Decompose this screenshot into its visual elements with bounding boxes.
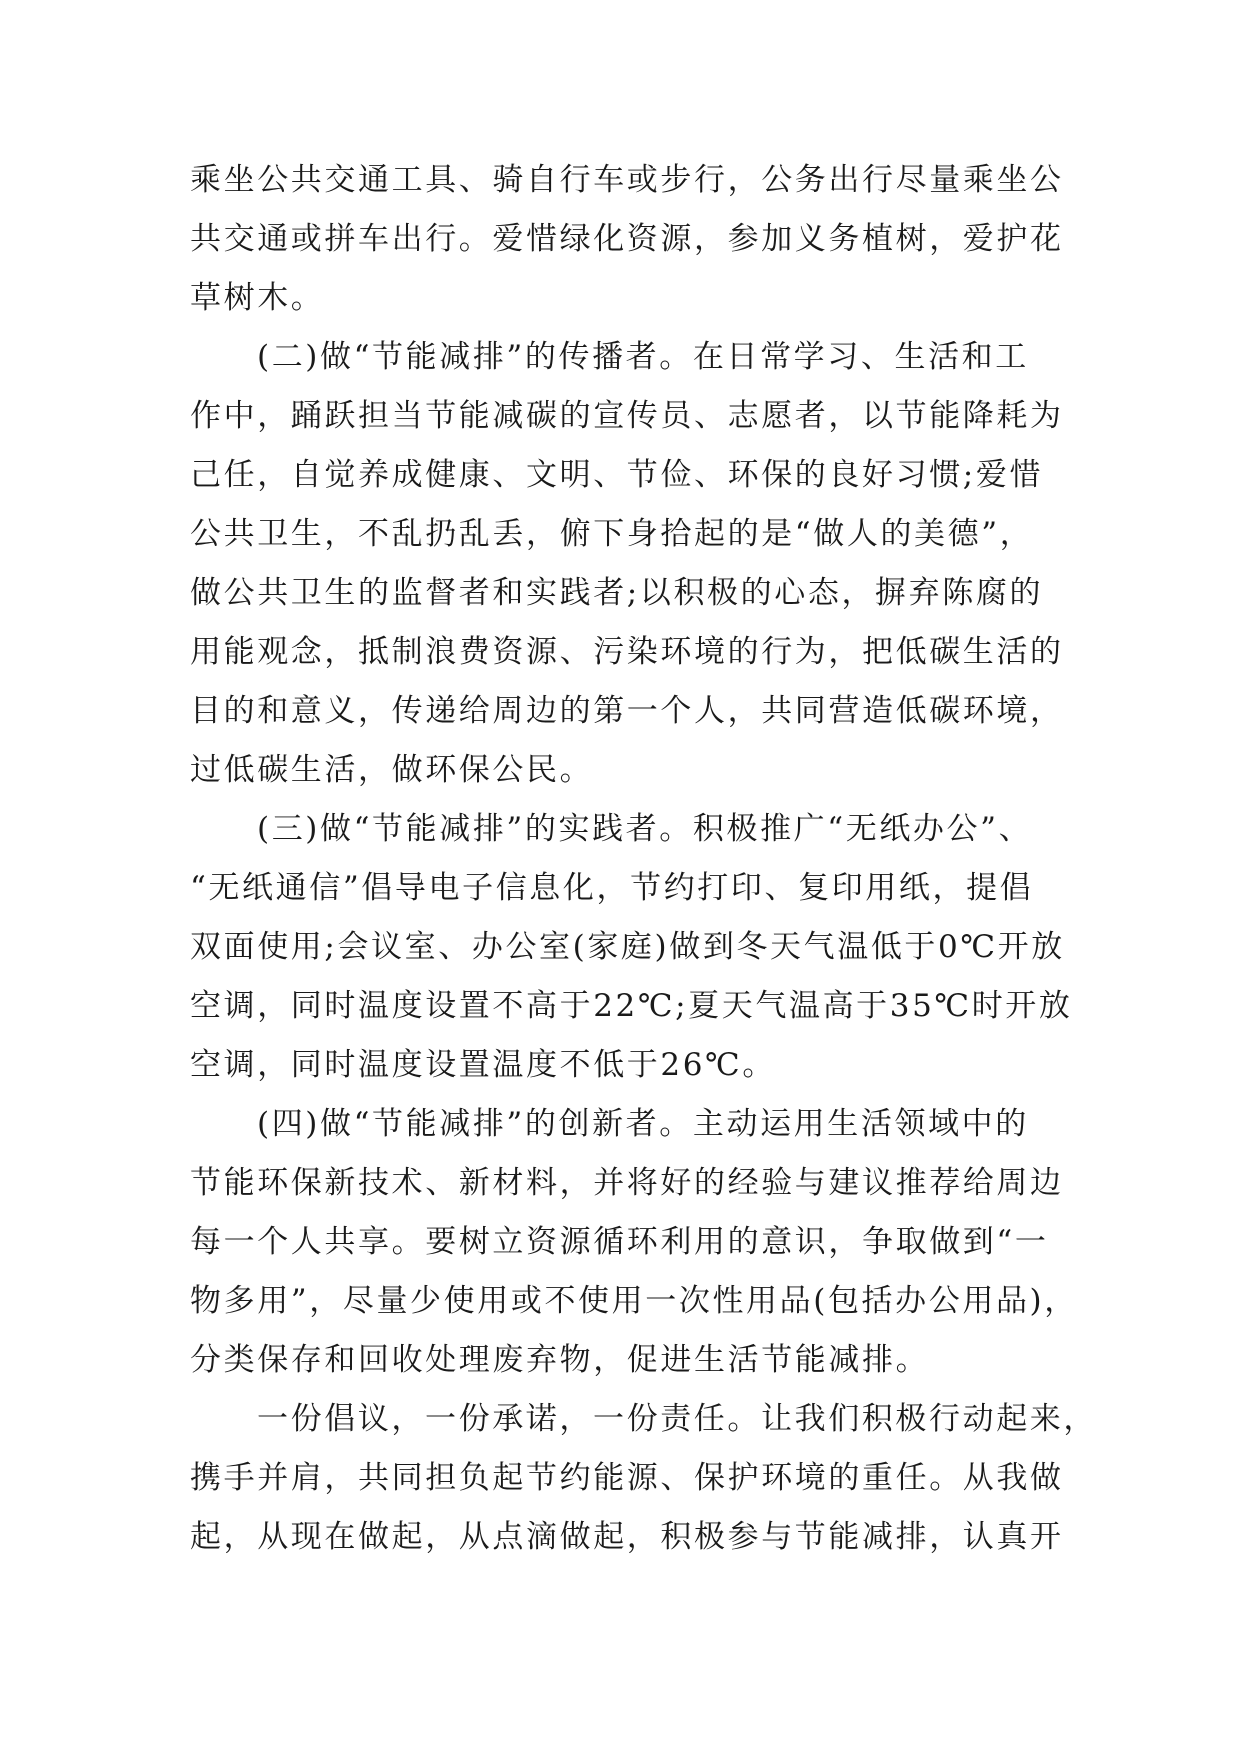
text-line: 双面使用;会议室、办公室(家庭)做到冬天气温低于0℃开放 [190,929,1065,965]
text-line: 公共卫生，不乱扔乱丢，俯下身拾起的是“做人的美德”， [190,516,1034,552]
text-line: 空调，同时温度设置温度不低于26℃。 [190,1047,776,1083]
text-line: 用能观念，抵制浪费资源、污染环境的行为，把低碳生活的 [190,634,1064,670]
text-line: 过低碳生活，做环保公民。 [190,752,594,788]
text-line: 草树木。 [190,280,325,316]
text-line: “无纸通信”倡导电子信息化，节约打印、复印用纸，提倡 [190,870,1034,906]
text-line: 携手并肩，共同担负起节约能源、保护环境的重任。从我做 [190,1460,1064,1496]
text-line: 起，从现在做起，从点滴做起，积极参与节能减排，认真开 [190,1519,1064,1555]
section-heading-2: (二)做“节能减排”的传播者。在日常学习、生活和工 [257,339,1029,375]
text-line: 做公共卫生的监督者和实践者;以积极的心态，摒弃陈腐的 [190,575,1044,611]
text-line: 目的和意义，传递给周边的第一个人，共同营造低碳环境， [190,693,1064,729]
text-line: 作中，踊跃担当节能减碳的宣传员、志愿者，以节能降耗为 [190,398,1064,434]
text-line: 每一个人共享。要树立资源循环利用的意识，争取做到“一 [190,1224,1049,1260]
closing-paragraph-start: 一份倡议，一份承诺，一份责任。让我们积极行动起来， [257,1401,1097,1437]
text-line: 分类保存和回收处理废弃物，促进生活节能减排。 [190,1342,930,1378]
text-line: 共交通或拼车出行。爱惜绿化资源，参加义务植树，爱护花 [190,221,1064,257]
section-heading-3: (三)做“节能减排”的实践者。积极推广“无纸办公”、 [257,811,1033,847]
text-line: 己任，自觉养成健康、文明、节俭、环保的良好习惯;爱惜 [190,457,1044,493]
text-line: 乘坐公共交通工具、骑自行车或步行，公务出行尽量乘坐公 [190,162,1064,198]
text-line: 物多用”，尽量少使用或不使用一次性用品(包括办公用品)， [190,1283,1078,1319]
section-heading-4: (四)做“节能减排”的创新者。主动运用生活领域中的 [257,1106,1029,1142]
text-line: 节能环保新技术、新材料，并将好的经验与建议推荐给周边 [190,1165,1064,1201]
text-line: 空调，同时温度设置不高于22℃;夏天气温高于35℃时开放 [190,988,1073,1024]
